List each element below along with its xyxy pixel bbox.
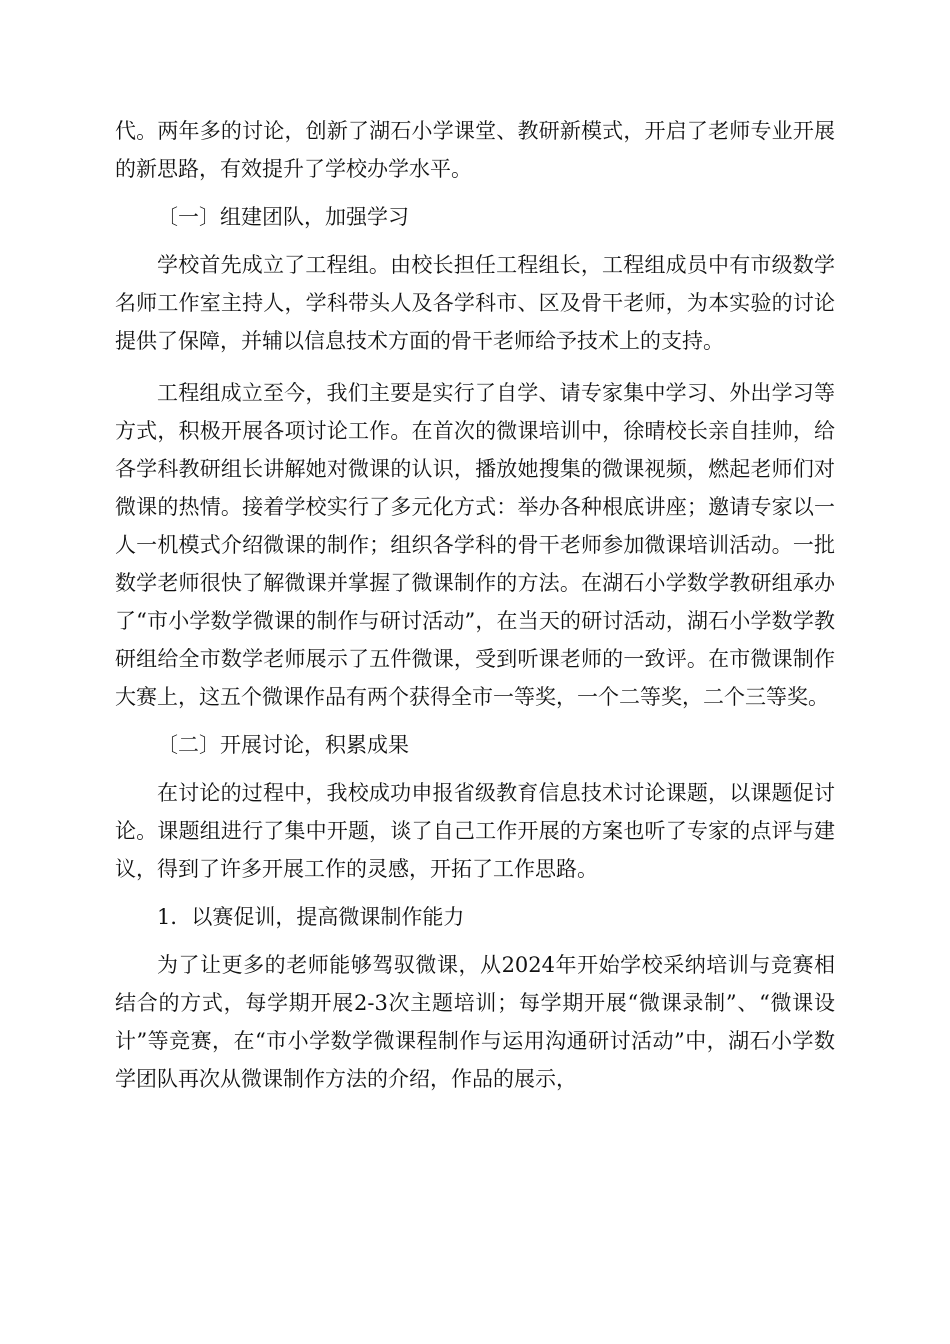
paragraph-learning-activities: 工程组成立至今，我们主要是实行了自学、请专家集中学习、外出学习等方式，积极开展各项讨论工作。在首次的微课培训中，徐晴校长亲自挂帅，给各学科教研组长讲解她对微课的认识，播放她搜集的微课视频，燃起老师们对微课的热情。接着学校实行了多元化方式：举办各种根底讲座；邀请专家以一人一机模式介绍微课的制作；组织各学科的骨干老师参加微课培训活动。一批数学老师很快了解微课并掌握了微课制作的方法。在湖石小学数学教研组承办了“市小学数学微课的制作与研讨活动”，在当天的研讨活动，湖石小学数学教研组给全市数学老师展示了五件微课，受到听课老师的一致评。在市微课制作大赛上，这五个微课作品有两个获得全市一等奖，一个二等奖，二个三等奖。 [115,381,835,709]
paragraph-project-team: 学校首先成立了工程组。由校长担任工程组长，工程组成员中有市级数学名师工作室主持人，学科带头人及各学科市、区及骨干老师，为本实验的讨论提供了保障，并辅以信息技术方面的骨干老师给予技术上的支持。 [115,253,835,353]
paragraph-competitions: 为了让更多的老师能够驾驭微课，从2024年开始学校采纳培训与竞赛相结合的方式，每学期开展2-3次主题培训；每学期开展“微课录制”、“微课设计”等竞赛，在“市小学数学微课程制作与运用沟通研讨活动”中，湖石小学数学团队再次从微课制作方法的介绍，作品的展示， [115,953,835,1091]
paragraph-research-topic: 在讨论的过程中，我校成功申报省级教育信息技术讨论课题，以课题促讨论。课题组进行了集中开题，谈了自己工作开展的方案也听了专家的点评与建议，得到了许多开展工作的灵感，开拓了工作思路。 [115,781,835,881]
section-heading-1: 〔一〕组建团队，加强学习 [157,205,409,229]
document-body [115,112,835,1098]
section-heading-2: 〔二〕开展讨论，积累成果 [157,733,409,757]
paragraph-intro-continuation: 代。两年多的讨论，创新了湖石小学课堂、教研新模式，开启了老师专业开展的新思路，有效提升了学校办学水平。 [115,119,835,181]
subsection-heading-1: 1．以赛促训，提高微课制作能力 [157,905,465,929]
